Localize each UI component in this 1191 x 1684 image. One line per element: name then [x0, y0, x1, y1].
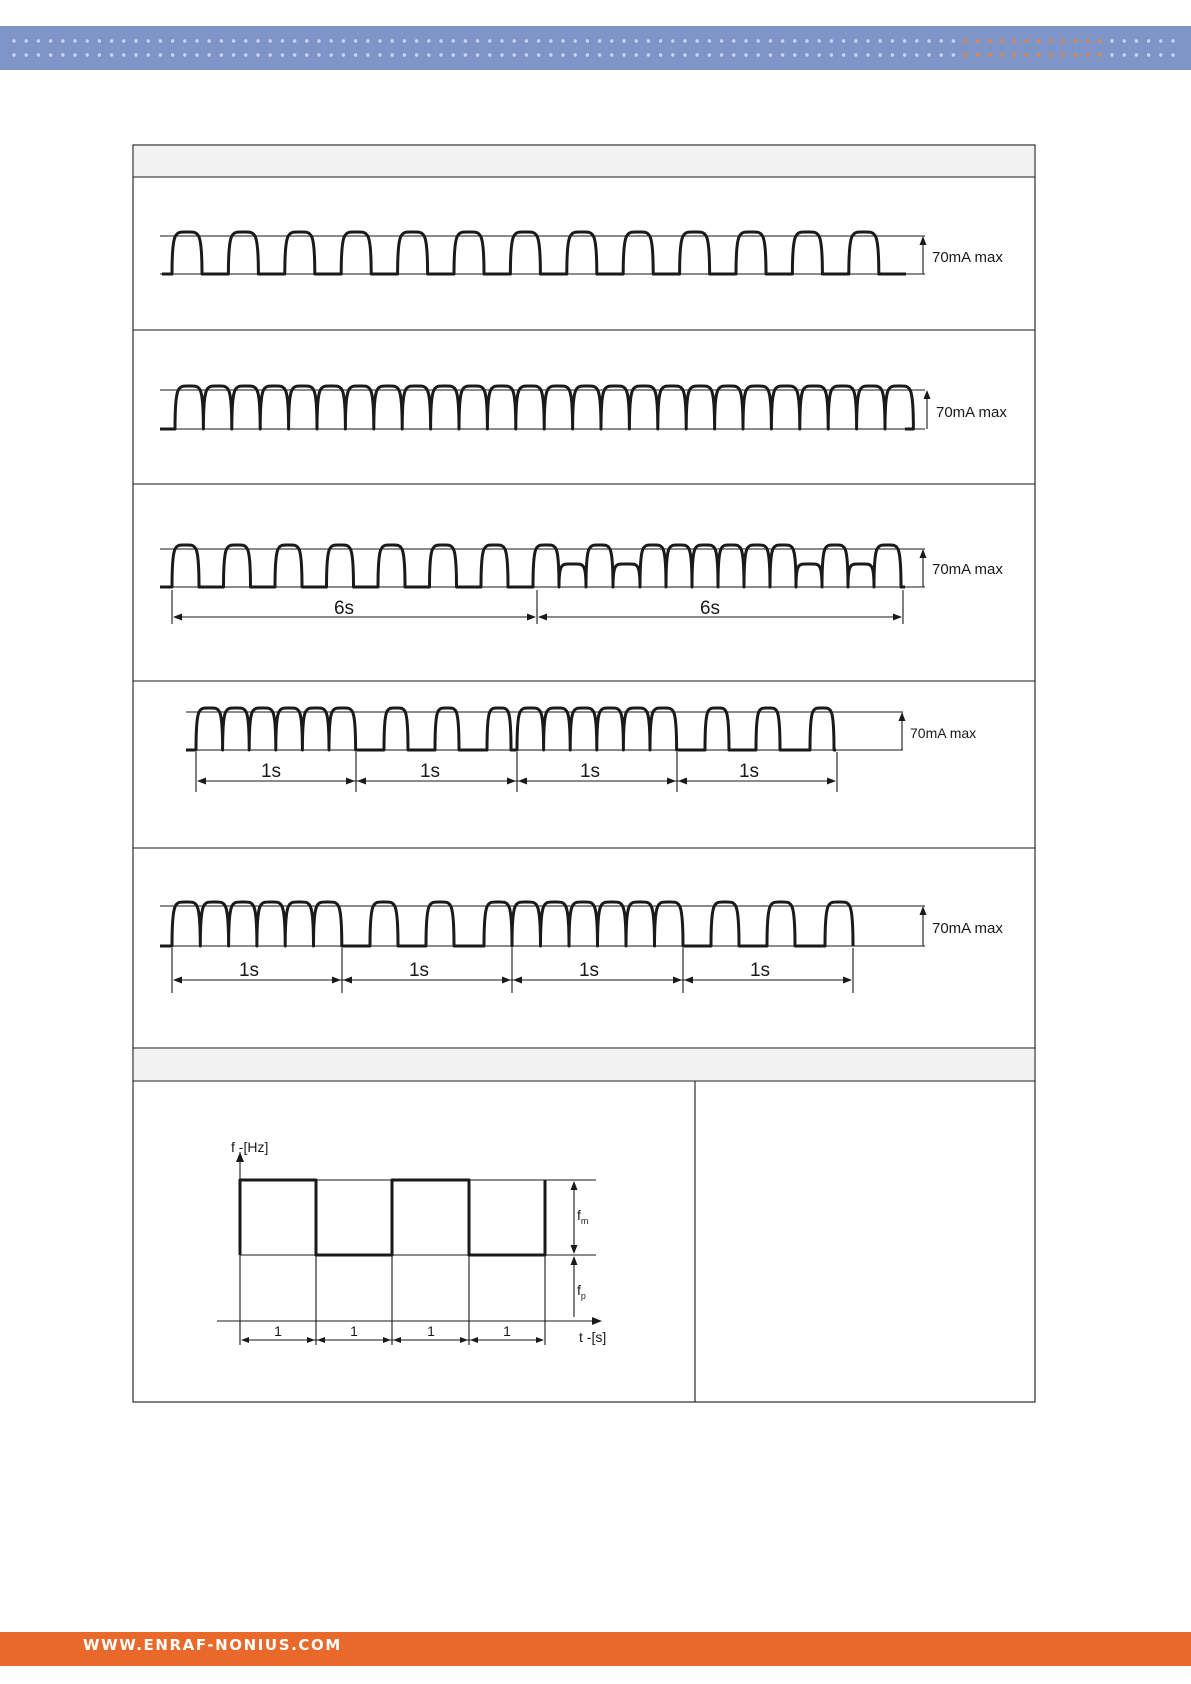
waveform-panel-5 [160, 902, 1003, 993]
y-axis-label: f -[Hz] [231, 1139, 269, 1155]
segment-label-4-3: 1s [579, 761, 601, 782]
waveform-panel-3 [160, 545, 1003, 624]
interval-label-2: 1 [350, 1323, 358, 1339]
amplitude-label-3: 70mA max [932, 561, 1003, 578]
fp-label: $f_p$ [577, 1282, 586, 1301]
segment-label-5-4: 1s [749, 960, 771, 981]
amplitude-arrow-3 [920, 549, 927, 587]
interval-label-3: 1 [427, 1323, 435, 1339]
pulse-train-3 [160, 545, 905, 587]
segment-label-4-1: 1s [260, 761, 282, 782]
segment-label-4-2: 1s [419, 761, 441, 782]
footer-website: WWW.ENRAF-NONIUS.COM [83, 1636, 342, 1654]
interval-label-4: 1 [503, 1323, 511, 1339]
waveform-panel-2 [160, 386, 1007, 429]
amplitude-arrow-4 [899, 712, 906, 750]
segment-label-4-4: 1s [738, 761, 760, 782]
segment-label-3-1: 6s [333, 598, 355, 619]
amplitude-label-5: 70mA max [932, 920, 1003, 937]
waveform-panel-4 [186, 708, 976, 792]
pulse-train-4 [186, 708, 836, 750]
pulse-train-5 [160, 902, 853, 946]
amplitude-label-2: 70mA max [936, 404, 1007, 421]
frequency-square-wave [240, 1180, 545, 1255]
segment-label-3-2: 6s [699, 598, 721, 619]
x-axis-label: t -[s] [579, 1329, 607, 1345]
amplitude-label-1: 70mA max [932, 249, 1003, 266]
fm-label: $f_m$ [577, 1207, 589, 1226]
interval-label-1: 1 [274, 1323, 282, 1339]
amplitude-arrow-2 [924, 390, 931, 429]
amplitude-label-4: 70mA max [910, 725, 977, 741]
segment-label-5-2: 1s [408, 960, 430, 981]
amplitude-arrow-1 [920, 236, 927, 274]
frequency-chart [217, 1139, 606, 1345]
x-axis-arrow [592, 1317, 602, 1325]
segment-label-5-3: 1s [578, 960, 600, 981]
segment-label-5-1: 1s [238, 960, 260, 981]
waveform-panel-1 [160, 232, 1003, 274]
amplitude-arrow-5 [920, 906, 927, 946]
pulse-train-2 [160, 386, 913, 429]
dimension-lines-3 [172, 590, 903, 624]
pulse-train-1 [162, 232, 906, 274]
